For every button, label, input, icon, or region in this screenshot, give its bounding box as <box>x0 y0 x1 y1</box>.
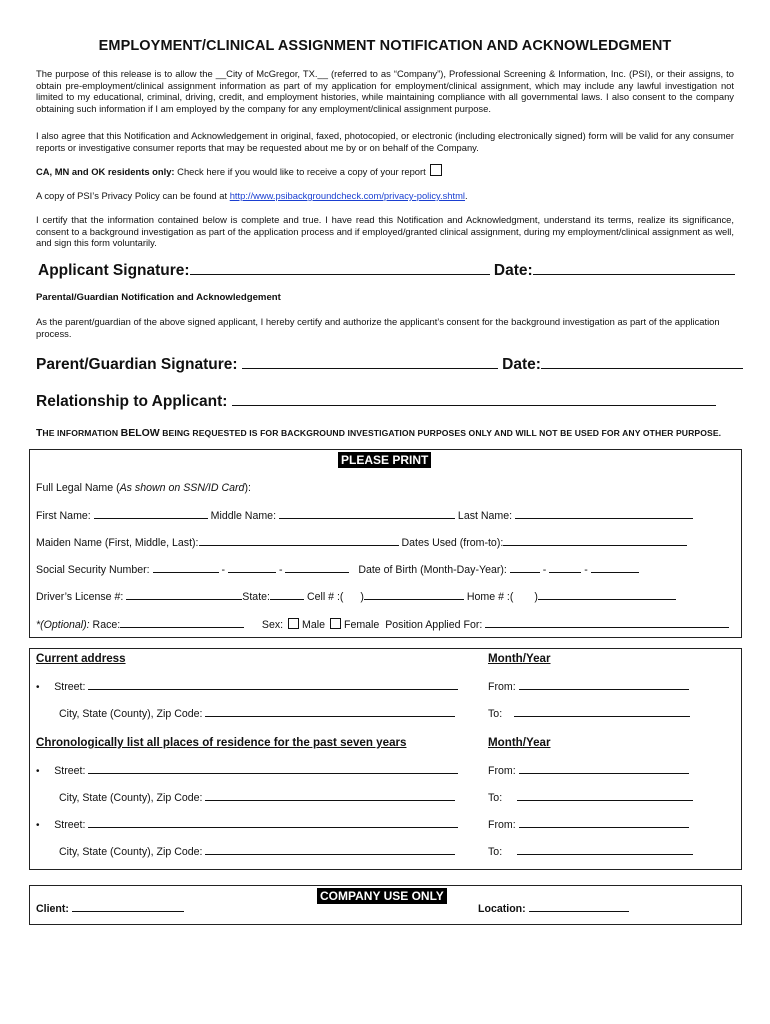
applicant-signature-row <box>38 262 738 280</box>
month-year-heading-1: Month/Year <box>488 652 551 665</box>
privacy-policy-line: A copy of PSI’s Privacy Policy can be found at http://www.psibackgroundcheck.com/privacy-policy.shtml. <box>36 190 468 201</box>
release-purpose-paragraph: The purpose of this release is to allow the __City of McGregor, TX.__ (referred to as “Company”), Professional Screening & Information, Inc. (PSI), or their assigns, to obtain pre-employment/clinical assignment information as part of my application for employment/clinical assignment, which may include any lawful investigation not limited to my educational, criminal, driving, credit, and employment histories, while maintaining compliance with all governmental laws. I also consent to the company obtaining such information if I am employed by the company for any employment/clinical assignment purpose. <box>36 68 734 114</box>
maiden-name-field[interactable] <box>199 544 399 546</box>
ssn-field-3[interactable] <box>285 571 349 573</box>
prior-to-field-1[interactable] <box>517 799 693 801</box>
name-row: First Name: Middle Name: Last Name: <box>36 510 693 522</box>
company-name: __City of McGregor, TX.__ <box>215 68 328 79</box>
prior-from-row-1: From: <box>488 765 689 777</box>
first-name-field[interactable] <box>94 517 208 519</box>
relationship-row <box>36 393 746 411</box>
prior-city-field-1[interactable] <box>205 799 455 801</box>
prior-from-field-1[interactable] <box>519 772 689 774</box>
prior-city-row-1: City, State (County), Zip Code: <box>59 792 455 804</box>
client-field[interactable] <box>72 910 184 912</box>
location-row: Location: <box>478 903 629 915</box>
dob-day-field[interactable] <box>549 571 581 573</box>
current-street-field[interactable] <box>88 688 458 690</box>
current-to-row: To: <box>488 708 690 720</box>
residence-history-heading: Chronologically list all places of residence for the past seven years <box>36 736 407 749</box>
form-title: EMPLOYMENT/CLINICAL ASSIGNMENT NOTIFICATION AND ACKNOWLEDGMENT <box>98 38 672 54</box>
guardian-signature-field[interactable] <box>242 368 498 369</box>
guardian-date-label: Date: <box>502 356 541 373</box>
dates-used-field[interactable] <box>503 544 687 546</box>
dob-month-field[interactable] <box>510 571 540 573</box>
prior-street-field-2[interactable] <box>88 826 458 828</box>
company-use-banner: COMPANY USE ONLY <box>317 888 447 904</box>
current-to-field[interactable] <box>514 715 690 717</box>
maiden-name-row: Maiden Name (First, Middle, Last): Dates Used (from-to): <box>36 537 687 549</box>
copy-request-checkbox[interactable] <box>430 164 442 176</box>
ssn-field-1[interactable] <box>153 571 219 573</box>
prior-street-row-1: • Street: <box>36 765 458 777</box>
last-name-field[interactable] <box>515 517 693 519</box>
prior-street-row-2: • Street: <box>36 819 458 831</box>
applicant-signature-label: Applicant Signature: <box>38 262 190 279</box>
current-address-heading: Current address <box>36 652 126 665</box>
optional-demographics-row: *(Optional): Race: Sex: Male Female Position Applied For: <box>36 618 729 631</box>
prior-to-field-2[interactable] <box>517 853 693 855</box>
privacy-policy-link[interactable]: http://www.psibackgroundcheck.com/privacy-policy.shtml <box>229 190 466 201</box>
ssn-dob-row: Social Security Number: - - Date of Birth (Month-Day-Year): - - <box>36 564 639 576</box>
relationship-field[interactable] <box>232 405 716 406</box>
prior-to-row-2: To: <box>488 846 693 858</box>
month-year-heading-2: Month/Year <box>488 736 551 749</box>
cell-phone-field[interactable] <box>364 598 464 600</box>
full-legal-name-label: Full Legal Name (As shown on SSN/ID Card): <box>36 482 251 494</box>
male-checkbox[interactable] <box>288 618 299 629</box>
prior-city-row-2: City, State (County), Zip Code: <box>59 846 455 858</box>
middle-name-field[interactable] <box>279 517 455 519</box>
prior-to-row-1: To: <box>488 792 693 804</box>
current-from-field[interactable] <box>519 688 689 690</box>
prior-from-field-2[interactable] <box>519 826 689 828</box>
current-city-row: City, State (County), Zip Code: <box>59 708 455 720</box>
guardian-paragraph: As the parent/guardian of the above signed applicant, I hereby certify and authorize the applicant’s consent for the background investigation as part of the application process. <box>36 316 720 339</box>
please-print-banner: PLEASE PRINT <box>338 452 431 468</box>
prior-from-row-2: From: <box>488 819 689 831</box>
race-field[interactable] <box>120 626 244 628</box>
prior-street-field-1[interactable] <box>88 772 458 774</box>
applicant-date-label: Date: <box>493 262 533 279</box>
dl-state-field[interactable] <box>270 598 304 600</box>
applicant-date-field[interactable] <box>533 274 735 275</box>
guardian-signature-row <box>36 356 746 374</box>
guardian-date-field[interactable] <box>541 368 743 369</box>
current-from-row: From: <box>488 681 689 693</box>
certification-paragraph: I certify that the information contained below is complete and true. I have read this Notification and Acknowledgment, understand its terms, realize its significance, consent to a background investigation as part of the application process and if employed/granted clinical assignment, during my employment/clinical assignment as well, and sign this form voluntarily. <box>36 214 734 249</box>
background-purpose-notice: THE INFORMATION BELOW BEING REQUESTED IS FOR BACKGROUND INVESTIGATION PURPOSES ONLY AND WILL NOT BE USED FOR ANY OTHER PURPOSE. <box>36 427 722 439</box>
dob-year-field[interactable] <box>591 571 639 573</box>
guardian-signature-label: Parent/Guardian Signature: <box>36 356 238 373</box>
license-phone-row: Driver’s License #: State: Cell # :( ) Home # :( ) <box>36 591 676 603</box>
prior-city-field-2[interactable] <box>205 853 455 855</box>
client-row: Client: <box>36 903 184 915</box>
applicant-signature-field[interactable] <box>190 274 490 275</box>
agreement-paragraph: I also agree that this Notification and Acknowledgement in original, faxed, photocopied, or electronic (including electronically signed) form will be valid for any consumer reports or investigative consumer reports that may be requested about me by or on behalf of the Company. <box>36 130 734 153</box>
female-checkbox[interactable] <box>330 618 341 629</box>
ssn-field-2[interactable] <box>228 571 276 573</box>
relationship-label: Relationship to Applicant: <box>36 393 228 410</box>
guardian-heading: Parental/Guardian Notification and Acknowledgement <box>36 292 281 303</box>
current-city-field[interactable] <box>205 715 455 717</box>
copy-request-line: CA, MN and OK residents only: Check here if you would like to receive a copy of your report <box>36 164 734 178</box>
position-applied-field[interactable] <box>485 626 729 628</box>
home-phone-field[interactable] <box>538 598 676 600</box>
location-field[interactable] <box>529 910 629 912</box>
current-street-row: • Street: <box>36 681 458 693</box>
drivers-license-field[interactable] <box>126 598 242 600</box>
